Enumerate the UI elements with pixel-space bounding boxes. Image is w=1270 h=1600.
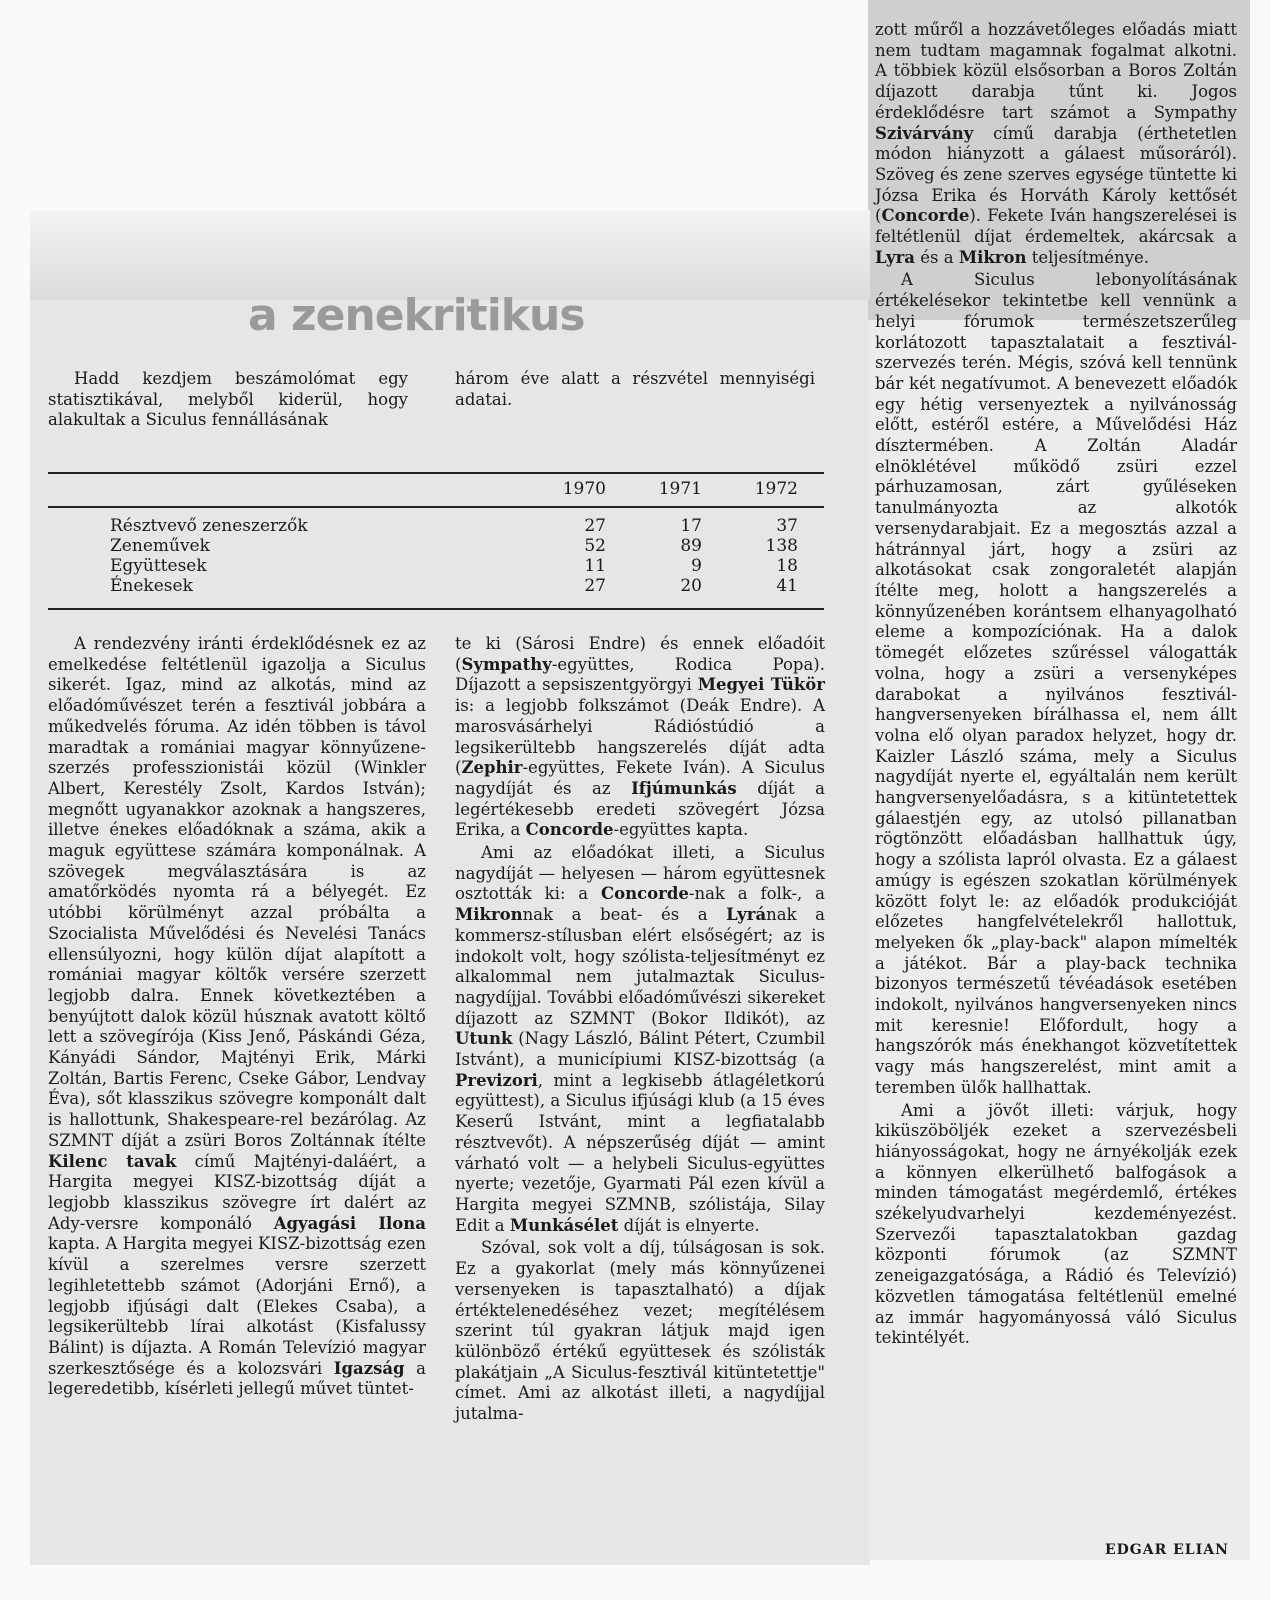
col2-text: te ki (Sárosi Endre) és ennek előadóit (: [455, 634, 825, 674]
col3-text: teljesítménye.: [1026, 247, 1150, 267]
cell-value: 17: [680, 516, 702, 536]
col2-bold: Concorde: [600, 884, 689, 904]
row-label: Énekesek: [110, 576, 193, 596]
col3-bold: Szivárvány: [875, 123, 974, 143]
col2-paragraph-1: [455, 634, 825, 841]
intro-right-text: három éve alatt a részvétel mennyiségi adatai.: [455, 369, 815, 409]
intro-right: [455, 369, 815, 410]
col1-bold-igazsag: Igazság: [333, 1358, 405, 1378]
col1-bold-agyagasi: Agyagási Ilona: [273, 1213, 426, 1233]
col3-text: zott műről a hozzávetőleges előadás miatt nem tudtam magamnak fogalmat alkotni. A többiek közül elsősorban a Boros Zoltán díjazott darabja tűnt ki. Jogos érdeklődésre tart számot a Sympathy: [875, 20, 1237, 122]
cell-value: 27: [584, 516, 606, 536]
cell-value: 20: [680, 576, 702, 596]
col2-text: -együttes, Fekete Iván). A Siculus nagydíját és az: [455, 758, 825, 798]
table-row: [48, 507, 824, 536]
col2-text: nak a kommersz-stílusban elért elsőségért; az is indokolt volt, hogy szólista-teljesítményt ez alkalommal nem jutalmaztak Siculus-nagydíjjal. További előadóművészi sikereket díjazott az SZMNT (Bokor Ildikót), az: [455, 905, 826, 1028]
row-label: Résztvevő zeneszerzők: [110, 516, 308, 536]
col2-bold: Utunk: [455, 1029, 513, 1049]
col2-bold: Sympathy: [461, 654, 552, 674]
col1-text-a: A rendezvény iránti érdeklődésnek ez az emelkedése feltétlenül igazolja a Siculus sikerét. Igaz, mind az alkotás, mind az előadóművészet terén a fesztivál jobbára a műkedvelés fóruma. Az idén többen is távol maradtak a romániai magyar könnyűzene-szerzés professzionistái közül (Winkler Albert, Kerestély Zsolt, Kardos István); megnőtt ugyanakkor azoknak a hangszeres, illetve énekes előadóknak a száma, akik a maguk együttese számára komponálnak. A szövegek megválasztására is az amatőrködés nyomta rá a bélyegét. Ez utóbbi körülményt azzal próbálta a Szocialista Művelődési és Nevelési Tanács ellensúlyozni, hogy külön díjat alapított a romániai magyar költők versére szerzett legjobb dalra. Ennek következtében a benyújtott dalok közül húsznak avatott költő lett a szövegírója (Kiss Jenő, Páskándi Géza, Kányádi Sándor, Majtényi Erik, Márki Zoltán, Bartis Ferenc, Cseke Gábor, Lendvay Éva), sőt klasszikus szövegre komponált dalt is hallottunk, Shakespeare-rel bezárólag. Az SZMNT díját a zsüri Boros Zoltánnak ítélte: [48, 634, 426, 1150]
col3-text: című darabja (érthetetlen módon hiányzott a gálaest műsoráról). Szöveg és zene szerves egysége tüntette ki Józsa Erika és Horváth Károly kettősét (: [875, 123, 1237, 226]
col2-bold: Previzori: [455, 1070, 538, 1090]
col1-bold-kilenc-tavak: Kilenc tavak: [48, 1151, 177, 1171]
col2-text: -nak a folk-, a: [688, 884, 825, 904]
column-1: [48, 634, 426, 1400]
col3-bold: Lyra: [875, 247, 915, 267]
col3-text: és a: [915, 247, 959, 267]
col2-paragraph-2: [455, 843, 825, 1236]
col3-text: ). Fekete Iván hangszerelései is feltétlenül díjat érdemeltek, akárcsak a: [875, 206, 1237, 247]
col3-bold: Concorde: [881, 206, 970, 226]
cell-value: 11: [584, 556, 606, 576]
col2-bold: Munkásélet: [509, 1215, 619, 1235]
intro-left: [48, 369, 408, 431]
cell-value: 52: [584, 536, 606, 556]
col2-text: nak a beat- és a: [522, 905, 727, 925]
row-label: Zeneművek: [110, 536, 210, 556]
table-row: [48, 556, 824, 576]
cell-value: 9: [691, 556, 702, 576]
year-1970: 1970: [536, 472, 632, 507]
col2-bold: Lyrá: [726, 905, 767, 925]
year-1971: 1971: [632, 472, 728, 507]
col1-text-b: című Majtényi-daláért, a Hargita megyei KISZ-bizottság díját a legjobb klasszikus szövegre írt dalért az Ady-versre komponáló: [48, 1151, 426, 1233]
col2-paragraph-3: Szóval, sok volt a díj, túlságosan is sok. Ez a gyakorlat (mely más könnyűzenei versenyeken is tapasztalható) a díjak értéktelenedéséhez vezet; megítélésem szerint túl gyakran látjuk majd igen különböző értékű együttesek és szólisták plakátjain „A Siculus-fesztivál kitüntetettje" címet. Ami az alkotást illeti, a nagydíjjal jutalma-: [455, 1238, 825, 1424]
table-header-row: [48, 472, 824, 507]
col3-bold: Mikron: [958, 247, 1027, 267]
col2-text: díját a legértékesebb eredeti szövegért Józsa Erika, a: [455, 778, 825, 840]
table-header-blank: [48, 472, 536, 507]
author-signature: EDGAR ELIAN: [1105, 1542, 1229, 1558]
year-1972: 1972: [728, 472, 824, 507]
col2-text: Ami az előadókat illeti, a Siculus nagydíját — helyesen — három együttesnek osztották ki: a: [455, 843, 825, 904]
cell-value: 89: [680, 536, 702, 556]
col3-paragraph-1: [875, 20, 1237, 268]
table-row: [48, 576, 824, 604]
col3-paragraph-3: Ami a jövőt illeti: várjuk, hogy kiküszöböljék ezeket a szervezésbeli hiányosságokat, hogy ne árnyékolják ezek a könnyen elkerülhető balfogások a minden támogatást megérdemlő, értékes székelyudvarhelyi kezdeményezést. Szervezői tapasztalatokban gazdag központi fórumok (az SZMNT zeneigazgatósága, a Rádió és Televízió) közvetlen támogatása feltétlenül emelné az immár hagyományossá váló Siculus tekintélyét.: [875, 1100, 1237, 1348]
cell-value: 27: [584, 576, 606, 596]
table-row: [48, 536, 824, 556]
col2-text: is: a legjobb folkszámot (Deák Endre). A marosvásárhelyi Rádióstúdió a legsikerültebb hangszerelés díját adta (: [455, 696, 825, 778]
intro-left-text: Hadd kezdjem beszámolómat egy statisztikával, melyből kiderül, hogy alakultak a Siculus fennállásának: [48, 369, 408, 430]
col3-paragraph-2: A Siculus lebonyolításának értékelésekor tekintetbe kell vennünk a helyi fórumok természetszerűleg korlátozott tapasztalatait a fesztivál-szervezés terén. Mégis, szóvá kell tennünk bár két negatívumot. A benevezett előadók egy hétig versenyeztek a nyilvánosság előtt, estéről estére, a Művelődési Ház dísztermében. A Zoltán Aladár elnöklétével működő zsüri ezzel párhuzamosan, zárt gyűléseken tanulmányozta az alkotók versenydarabjait. Ez a megosztás azzal a hátránnyal járt, hogy a zsüri az alkotásokat csak zongoraletét alapján ítélte meg, holott a hangszerelés a könnyűzenében korántsem elhanyagolható eleme a kompozíciónak. Ha a dalok tömegét előzetes szűréssel válogatták volna, hogy a zsüri a versenyképes darabokat a nyilvános fesztivál-hangversenyeken bírálhassa el, nem állt volna elő olyan paradox helyzet, hogy dr. Kaizler László száma, mely a Siculus nagydíját nyerte el, egyáltalán nem került hangversenyelőadásra, s a kitüntetettek gálaestjén egy, az utolsó pillanatban rögtönzött előadásban hallhattuk úgy, hogy a szólista lapról olvasta. Ez a gálaest amúgy is egészen szokatlan körülmények között folyt le: az előadók produkcióját előzetes hangfelvételekről hallottuk, melyeken ők „play-back" alapon mímelték a játékot. Bár a play-back technika bizonyos természetű tévéadások esetében indokolt, nyilvános hangversenyeken nincs mit keresnie! Előfordult, hogy a hangszórók más énekhangot közvetítettek vagy más hangszerelést, mint amit a teremben ülők hallhattak.: [875, 270, 1237, 1097]
col1-text-c: kapta. A Hargita megyei KISZ-bizottság ezen kívül a szerelmes versre szerzett legihletettebb számot (Adorjáni Ernő), a legjobb ifjúsági dalt (Elekes Csaba), a legsikerültebb lírai alkotást (Kisfalussy Bálint) is díjazta. A Román Televízió magyar szerkesztősége és a kolozsvári: [48, 1234, 426, 1378]
col2-text: díját is elnyerte.: [618, 1215, 760, 1235]
clipping-overlap-shade: [30, 210, 870, 300]
column-2: [455, 634, 825, 1425]
statistics-table: [48, 472, 824, 604]
cell-value: 37: [776, 516, 798, 536]
cell-value: 18: [776, 556, 798, 576]
col2-text: -együttes kapta.: [613, 820, 749, 840]
column-3: [875, 20, 1237, 1349]
table-bottom-rule: [48, 608, 824, 610]
col2-text: , mint a legkisebb átlagéletkorú együttest), a Siculus ifjúsági klub (a 15 éves Keserű Istvánt, mint a legfiatalabb résztvevőt). A népszerűség díját — amint várható volt — a helybeli Siculus-együttes nyerte; vezetője, Gyarmati Pál ezen kívül a Hargita megyei SZMNB, szólistája, Silay Edit a: [455, 1070, 825, 1235]
col1-paragraph: [48, 634, 426, 1400]
article-headline: a zenekritikus: [248, 290, 585, 341]
cell-value: 138: [765, 536, 798, 556]
col2-bold: Mikron: [455, 905, 523, 925]
col2-bold: Ifjúmunkás: [631, 778, 737, 798]
col2-text: (Nagy László, Bálint Pétert, Czumbil Istvánt), a municípiumi KISZ-bizottság (a: [455, 1029, 825, 1070]
col2-bold: Concorde: [525, 820, 614, 840]
col1-text-d: a legeredetibb, kísérleti jellegű művet tüntet-: [48, 1358, 426, 1399]
row-label: Együttesek: [110, 556, 207, 576]
col2-bold: Megyei Tükör: [697, 675, 826, 695]
col2-bold: Zephir: [461, 758, 523, 778]
col2-text: -együttes, Rodica Popa). Díjazott a sepsiszentgyörgyi: [455, 654, 825, 695]
cell-value: 41: [776, 576, 798, 596]
